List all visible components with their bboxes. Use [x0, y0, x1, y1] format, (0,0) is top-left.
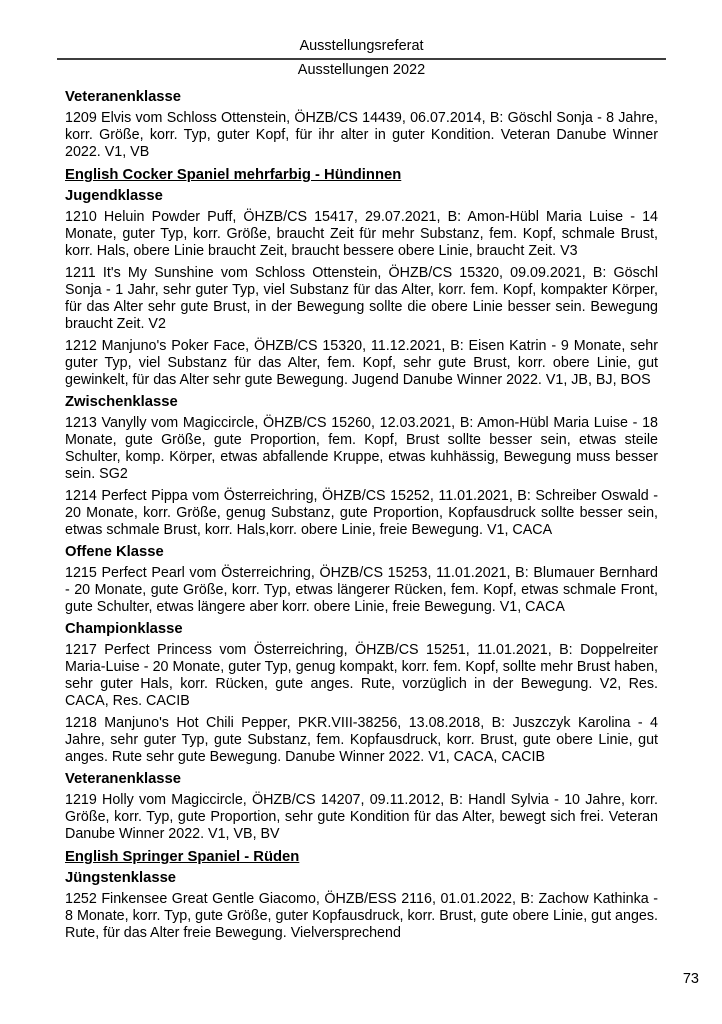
class-heading: Championklasse	[65, 621, 183, 637]
breed-heading: English Cocker Spaniel mehrfarbig - Hündinnen	[65, 167, 402, 183]
document-subtitle: Ausstellungen 2022	[297, 62, 426, 78]
document-title: Ausstellungsreferat	[299, 38, 424, 54]
entry-paragraph: 1212 Manjuno's Poker Face, ÖHZB/CS 15320, 11.12.2021, B: Eisen Katrin - 9 Monate, sehr guter Typ, viel Substanz für das Alter, fem. Kopf, sehr gute Brust, korr. obere Linie, gut gewinkelt, für das Alter sehr gute Bewegung. Jugend Danube Winner 2022. V1, JB, BJ, BOS	[65, 338, 658, 388]
class-heading: Jüngstenklasse	[65, 870, 177, 886]
class-heading: Veteranenklasse	[65, 771, 181, 787]
entry-paragraph: 1217 Perfect Princess vom Österreichring, ÖHZB/CS 15251, 11.01.2021, B: Doppelreiter Maria-Luise - 20 Monate, guter Typ, genug kompakt, korr. fem. Kopf, sollte mehr Brust haben, sehr guter Hals, korr. Rücken, gute anges. Rute, vorzüglich in der Bewegung. V2, Res. CACA, Res. CACIB	[65, 642, 658, 709]
class-heading: Zwischenklasse	[65, 394, 178, 410]
entry-paragraph: 1213 Vanylly vom Magiccircle, ÖHZB/CS 15260, 12.03.2021, B: Amon-Hübl Maria Luise - 18 Monate, gute Größe, gute Proportion, fem. Kopf, Brust sollte besser sein, etwas steile Schulter, komp. Körper, etwas abfallende Kruppe, etwas kuhhässig, Bewegung muss besser sein. SG2	[65, 415, 658, 482]
page-content	[65, 38, 658, 947]
page-header	[65, 38, 658, 79]
document-body	[65, 89, 658, 942]
entry-paragraph: 1215 Perfect Pearl vom Österreichring, ÖHZB/CS 15253, 11.01.2021, B: Blumauer Bernhard - 20 Monate, gute Größe, korr. Typ, etwas längerer Rücken, fem. Kopf, etwas schmale Front, gute Schulter, etwas längere aber korr. obere Linie, freie Bewegung. V1, CACA	[65, 565, 658, 615]
entry-paragraph: 1210 Heluin Powder Puff, ÖHZB/CS 15417, 29.07.2021, B: Amon-Hübl Maria Luise - 14 Monate, guter Typ, korr. Größe, braucht Zeit für mehr Substanz, fem. Kopf, schmale Brust, korr. Hals, obere Linie braucht Zeit, braucht bessere obere Linie, braucht Zeit. V3	[65, 209, 658, 259]
entry-paragraph: 1219 Holly vom Magiccircle, ÖHZB/CS 14207, 09.11.2012, B: Handl Sylvia - 10 Jahre, korr. Größe, korr. Typ, gute Proportion, sehr gute Kondition für das Alter, bewegt sich frei. Veteran Danube Winner 2022. V1, VB, BV	[65, 792, 658, 842]
entry-paragraph: 1214 Perfect Pippa vom Österreichring, ÖHZB/CS 15252, 11.01.2021, B: Schreiber Oswald - 20 Monate, korr. Größe, genug Substanz, gute Proportion, Kopfausdruck sollte besser sein, etwas schmale Brust, korr. Hals,korr. obere Linie, freie Bewegung. V1, CACA	[65, 488, 658, 538]
class-heading: Jugendklasse	[65, 188, 163, 204]
class-heading: Offene Klasse	[65, 544, 164, 560]
class-heading: Veteranenklasse	[65, 89, 181, 105]
entry-paragraph: 1218 Manjuno's Hot Chili Pepper, PKR.VIII-38256, 13.08.2018, B: Juszczyk Karolina - 4 Jahre, sehr guter Typ, gute Substanz, fem. Kopfausdruck, korr. Brust, gute obere Linie, gut anges. Rute sehr gute Bewegung. Danube Winner 2022. V1, CACA, CACIB	[65, 715, 658, 765]
entry-paragraph: 1209 Elvis vom Schloss Ottenstein, ÖHZB/CS 14439, 06.07.2014, B: Göschl Sonja - 8 Jahre, korr. Größe, korr. Typ, guter Kopf, für ihr alter in guter Kondition. Veteran Danube Winner 2022. V1, VB	[65, 110, 658, 160]
page-number: 73	[682, 971, 699, 987]
header-divider	[57, 58, 666, 60]
entry-paragraph: 1211 It's My Sunshine vom Schloss Ottenstein, ÖHZB/CS 15320, 09.09.2021, B: Göschl Sonja - 1 Jahr, sehr guter Typ, viel Substanz für das Alter, korr. fem. Kopf, kompakter Körper, für das Alter sehr gute Brust, in der Bewegung sollte die obere Linie besser sein. Bewegung braucht Zeit. V2	[65, 265, 658, 332]
entry-paragraph: 1252 Finkensee Great Gentle Giacomo, ÖHZB/ESS 2116, 01.01.2022, B: Zachow Kathinka - 8 Monate, korr. Typ, gute Größe, guter Kopfausdruck, korr. Brust, gute obere Linie, gut anges. Rute, für das Alter freie Bewegung. Vielversprechend	[65, 891, 658, 941]
breed-heading: English Springer Spaniel - Rüden	[65, 849, 300, 865]
